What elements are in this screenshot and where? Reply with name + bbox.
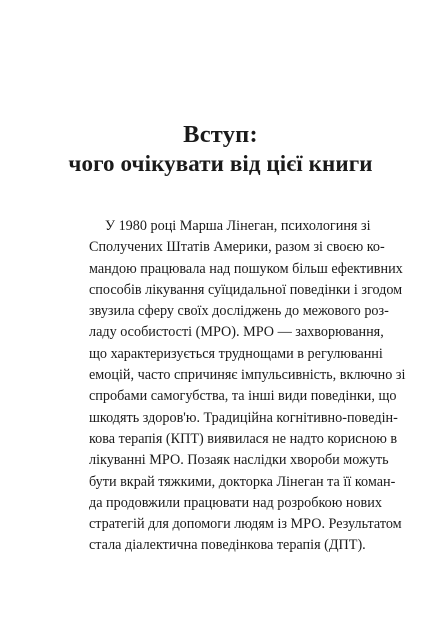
paragraph-line: що характеризується труднощами в регулюванні [89,345,383,362]
paragraph-line: стала діалектична поведінкова терапія (ДПТ). [89,537,366,554]
intro-paragraph [89,216,406,557]
paragraph-line: кова терапія (КПТ) виявилася не надто корисною в [89,430,398,447]
chapter-title-line-1: Вступ: [183,121,258,148]
paragraph-line: шкодять здоров'ю. Традиційна когнітивно-поведін- [89,409,398,426]
paragraph-line: ладу особистості (МРО). МРО — захворювання, [89,324,384,341]
chapter-title [0,120,441,178]
paragraph-line: Сполучених Штатів Америки, разом зі своєю ко- [89,239,385,256]
paragraph-line: емоцій, часто спричиняє імпульсивність, включно зі [89,367,406,384]
paragraph-line: спробами самогубства, та інші види поведінки, що [89,388,397,405]
paragraph-line: лікуванні МРО. Позаяк наслідки хвороби можуть [89,452,389,469]
paragraph-line: да продовжили працювати над розробкою нових [89,494,382,511]
paragraph-line: бути вкрай тяжкими, докторка Лінеган та її коман- [89,473,396,490]
paragraph-line: стратегій для допомоги людям із МРО. Результатом [89,516,402,533]
paragraph-line: способів лікування суїцидальної поведінки і згодом [89,281,403,298]
paragraph-line: мандою працювала над пошуком більш ефективних [89,260,403,277]
chapter-title-line-2: чого очікувати від цієї книги [68,151,373,176]
paragraph-line: У 1980 році Марша Лінеган, психологиня зі [105,218,371,234]
paragraph-line: звузила сферу своїх досліджень до межового роз- [89,303,389,320]
